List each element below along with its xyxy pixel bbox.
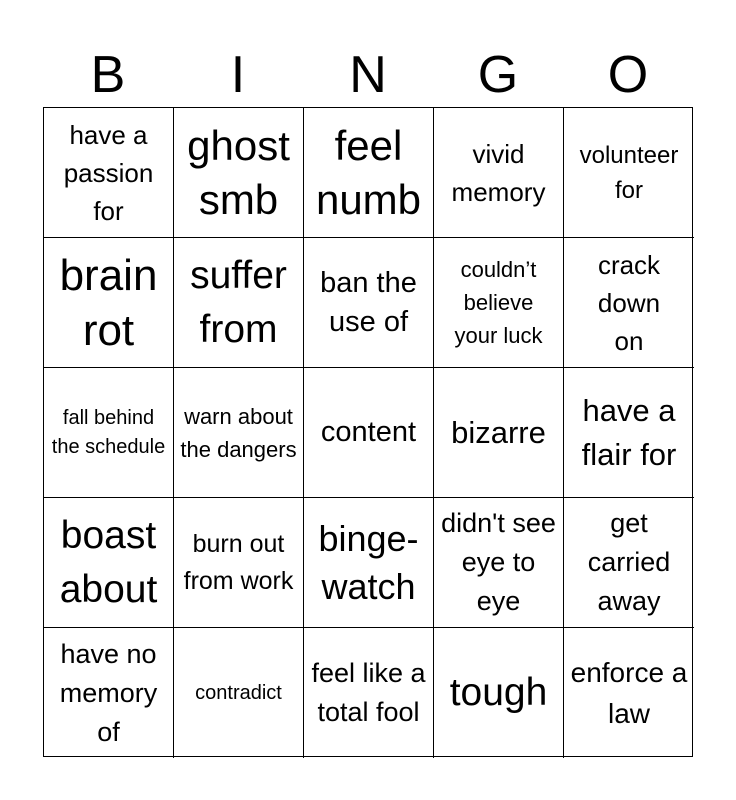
bingo-cell-text: brain rot	[59, 250, 158, 355]
bingo-cell[interactable]	[174, 108, 304, 238]
bingo-cell[interactable]	[44, 238, 174, 368]
bingo-cell-text: volunteer for	[579, 141, 679, 204]
bingo-cell-text: crack down on	[597, 249, 661, 356]
bingo-cell-text: have a flair for	[581, 392, 677, 472]
bingo-header	[43, 44, 693, 106]
bingo-cell[interactable]	[434, 368, 564, 498]
bingo-cell-text: couldn’t believe your luck	[454, 257, 543, 348]
bingo-cell[interactable]	[434, 108, 564, 238]
header-letter-g: G	[477, 46, 519, 104]
bingo-cell-text: contradict	[195, 681, 282, 704]
bingo-cell[interactable]	[304, 628, 434, 758]
bingo-cell[interactable]	[44, 368, 174, 498]
bingo-cell-text: binge-watch	[318, 517, 419, 607]
bingo-cell-text: vivid memory	[451, 138, 546, 207]
bingo-cell-text: ban the use of	[320, 266, 417, 338]
bingo-cell[interactable]	[434, 238, 564, 368]
bingo-cell[interactable]	[564, 368, 694, 498]
bingo-cell-text: bizarre	[451, 415, 546, 450]
bingo-cell[interactable]	[564, 498, 694, 628]
bingo-cell-text: burn out from work	[183, 529, 294, 595]
bingo-cell-text: have a passion for	[63, 119, 154, 226]
bingo-board	[43, 107, 693, 757]
bingo-cell[interactable]	[44, 498, 174, 628]
header-letter-i: I	[230, 46, 246, 104]
bingo-cell-text: suffer from	[190, 253, 287, 351]
bingo-cell[interactable]	[564, 238, 694, 368]
bingo-cell[interactable]	[434, 628, 564, 758]
bingo-cell-text: get carried away	[587, 508, 671, 616]
bingo-cell-text: didn't see eye to eye	[441, 508, 556, 616]
bingo-cell[interactable]	[304, 498, 434, 628]
bingo-cell[interactable]	[174, 628, 304, 758]
bingo-cell-text: feel numb	[315, 121, 422, 223]
header-letter-b: B	[90, 46, 126, 104]
bingo-cell[interactable]	[44, 108, 174, 238]
bingo-cell-text: boast about	[59, 513, 158, 611]
bingo-cell[interactable]	[564, 108, 694, 238]
bingo-cell[interactable]	[434, 498, 564, 628]
header-letter-n: N	[349, 46, 387, 104]
bingo-cell-text: tough	[449, 671, 548, 714]
bingo-cell[interactable]	[174, 238, 304, 368]
bingo-cell-text: ghost smb	[187, 121, 290, 223]
bingo-cell-text: content	[320, 416, 417, 448]
bingo-cell-text: have no memory of	[59, 638, 158, 747]
bingo-cell[interactable]	[174, 368, 304, 498]
bingo-cell-text: enforce a law	[570, 657, 688, 729]
bingo-cell[interactable]	[564, 628, 694, 758]
bingo-cell[interactable]	[304, 238, 434, 368]
bingo-cell[interactable]	[44, 628, 174, 758]
bingo-cell-text: warn about the dangers	[180, 403, 297, 462]
bingo-cell-text: fall behind the schedule	[51, 406, 166, 458]
bingo-cell-text: feel like a total fool	[311, 658, 426, 727]
bingo-cell[interactable]	[174, 498, 304, 628]
bingo-cell[interactable]	[304, 368, 434, 498]
bingo-cell[interactable]	[304, 108, 434, 238]
header-letter-o: O	[607, 46, 649, 104]
